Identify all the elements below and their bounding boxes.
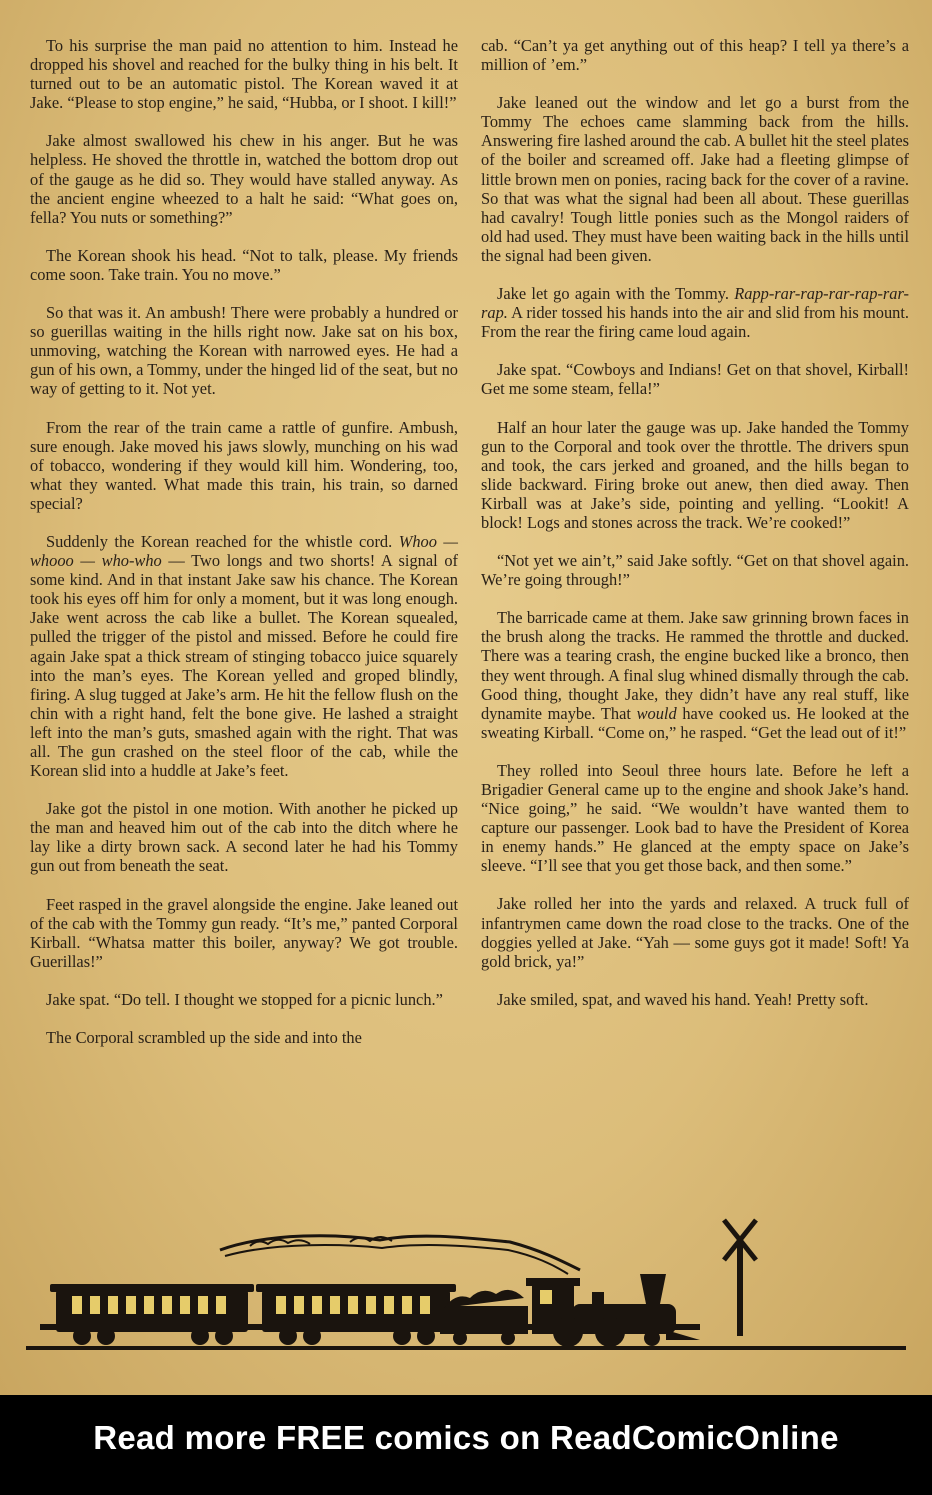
promo-banner (0, 1395, 932, 1495)
paragraph-text: Suddenly the Korean reached for the whistle cord. (46, 531, 399, 551)
emphasis-text: would (636, 703, 677, 723)
paragraph: Jake rolled her into the yards and relaxed. A truck full of infantrymen came down the road close to the tracks. One of the doggies yelled at Jake. “Yah — some guys got it made! Soft! Ya gold brick, ya!” (481, 894, 909, 971)
paragraph: The Corporal scrambled up the side and into the (46, 1028, 362, 1048)
steam-train-silhouette-icon (20, 1212, 912, 1372)
paragraph: Jake leaned out the window and let go a burst from the Tommy The echoes came slamming back from the hills. Answering fire lashed around the cab. A bullet hit the steel plates of the boiler and screamed off. Jake had a fleeting glimpse of little brown men on ponies, racing back for the cover of a ravine. So that was what the signal had been all about. These guerillas had cavalry! Tough little ponies such as the Mongol raiders of old had used. They must have been waiting back in the hills until the signal had been given. (481, 93, 909, 265)
paragraph: To his surprise the man paid no attention to him. Instead he dropped his shovel and reached for the bulky thing in his belt. It turned out to be an automatic pistol. The Korean waved it at Jake. “Please to stop engine,” he said, “Hubba, or I shoot. I kill!” (30, 36, 458, 113)
whistle-sound-text: Whoo — whooo — who-who (30, 531, 458, 571)
promo-banner-text[interactable]: Read more FREE comics on ReadComicOnline (93, 1419, 839, 1456)
paragraph: They rolled into Seoul three hours late. Before he left a Brigadier General came up to the engine and shook Jake’s hand. “Nice going,” he said. “We wouldn’t have wanted them to capture our passenger. Look bad to have the President of Korea in enemy hands.” He glanced at the empty space on Jake’s sleeve. “I’ll see that you get those back, and then some.” (481, 760, 909, 876)
text-column-left (30, 36, 458, 1047)
paragraph: The Korean shook his head. “Not to talk, please. My friends come soon. Take train. You no move.” (30, 245, 458, 284)
paragraph: Half an hour later the gauge was up. Jake handed the Tommy gun to the Corporal and took over the throttle. The drivers spun and took, the cars jerked and groaned, and the hills began to slide backward. Firing broke out anew, then died away. Then Kirball was at Jake’s side, pointing and yelling. “Lookit! A block! Logs and stones across the track. We’re cooked!” (481, 417, 909, 532)
paragraph-text: have cooked us. He looked at the sweating Kirball. “Come on,” he rasped. “Get the lead out of it!” (481, 703, 909, 742)
paragraph: From the rear of the train came a rattle of gunfire. Ambush, sure enough. Jake moved his jaws slowly, munching on his wad of tobacco, wondering if they would kill him. Wondering, too, what they wanted. What made this train, his train, so darned special? (30, 417, 458, 513)
paragraph (481, 608, 909, 742)
paragraph-continued: cab. “Can’t ya get anything out of this heap? I tell ya there’s a million of ’em.” (481, 36, 909, 75)
paragraph: So that was it. An ambush! There were probably a hundred or so guerillas waiting in the hills right now. Jake sat on his box, unmoving, watching the Korean with narrowed eyes. He had a gun of his own, a Tommy, under the hinged lid of the seat, but no way of getting to it. Not yet. (30, 303, 458, 399)
paragraph: Jake smiled, spat, and waved his hand. Yeah! Pretty soft. (497, 989, 869, 1009)
paragraph-text: — Two longs and two shorts! A signal of some kind. And in that instant Jake saw his chance. The Korean took his eyes off him for only a moment, but it was long enough. Jake went across the cab like a bullet. The Korean squealed, pulled the trigger of the pistol and missed. Before he could fire again Jake spat a thick stream of stinging tobacco juice squarely into the man’s eyes. The Korean yelled and groped blindly, firing. A slug tugged at Jake’s arm. He hit the fellow flush on the chin with a right hand, felt the bone give. He lashed a straight left into the man’s guts, smashed again with the right. That was all. The gun crashed on the steel floor of the cab, while the Korean slid into a huddle at Jake’s feet. (30, 551, 459, 781)
paragraph: Jake got the pistol in one motion. With another he picked up the man and heaved him out of the cab into the ditch where he lay like a dirty brown sack. A second later he had his Tommy gun out from beneath the seat. (30, 799, 458, 876)
paragraph-text: A rider tossed his hands into the air and slid from his mount. From the rear the firing came loud again. (481, 303, 909, 342)
paragraph-text: Jake let go again with the Tommy. (497, 284, 735, 304)
text-column-right (481, 36, 909, 1009)
paragraph: “Not yet we ain’t,” said Jake softly. “Get on that shovel again. We’re going through!” (481, 551, 909, 590)
paragraph: Jake spat. “Cowboys and Indians! Get on that shovel, Kirball! Get me some steam, fella!” (481, 360, 909, 399)
paragraph (30, 532, 458, 780)
gunfire-sound-text: Rapp-rar-rap-rar-rap-rar-rap. (481, 284, 909, 323)
paragraph: Feet rasped in the gravel alongside the engine. Jake leaned out of the cab with the Tommy gun ready. “It’s me,” panted Corporal Kirball. “Whatsa matter this boiler, anyway? We got trouble. Guerillas!” (30, 894, 458, 971)
paragraph: Jake spat. “Do tell. I thought we stopped for a picnic lunch.” (46, 989, 443, 1009)
paragraph (481, 284, 909, 341)
paragraph: Jake almost swallowed his chew in his anger. But he was helpless. He shoved the throttle in, watched the bottom drop out of the gauge as he did so. They would have stalled anyway. As the ancient engine wheezed to a halt he said: “What goes on, fella? You nuts or something?” (30, 131, 458, 227)
paragraph-text: The barricade came at them. Jake saw grinning brown faces in the brush along the tracks. He rammed the throttle and ducked. There was a tearing crash, the engine bucked like a bronco, then they went through. A final slug whined dismally through the cab. Good thing, thought Jake, they didn’t have any real stuff, like dynamite maybe. That (481, 608, 909, 723)
